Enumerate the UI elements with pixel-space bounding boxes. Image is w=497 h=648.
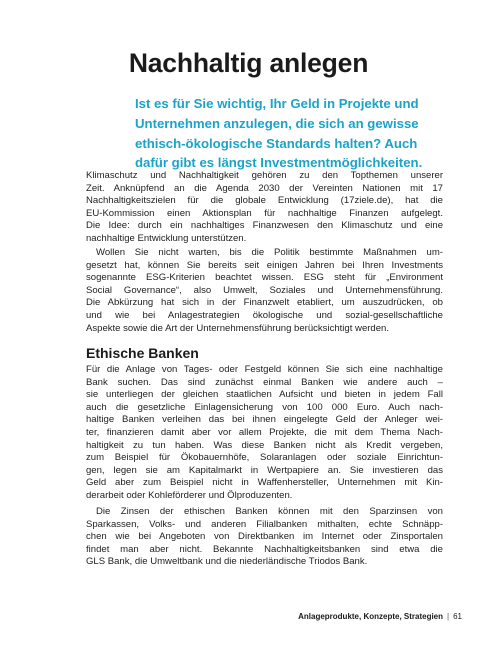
text-line: zum Beispiel für Ökobauernhöfe, Solaranlagen oder soziale Einrichtun- xyxy=(86,452,443,464)
text-line: chen wie bei Angeboten von Direktbanken im Internet oder Zinsportalen xyxy=(86,531,443,543)
text-line: gesetzt hat, können Sie bereits seit einigen Jahren bei Ihren Investments xyxy=(86,259,443,271)
page-footer xyxy=(0,612,462,621)
lead-line: Unternehmen anzulegen, die sich an gewisse xyxy=(135,115,419,131)
body-paragraph-1 xyxy=(86,170,443,246)
text-line: gen, legen sie am Kapitalmarkt in Wertpapiere an. Sie investieren das xyxy=(86,464,443,476)
text-line: Wollen Sie nicht warten, bis die Politik bestimmte Maßnahmen um- xyxy=(96,247,443,258)
text-line: EU-Kommission einen Aktionsplan für nachhaltige Finanzen aufgelegt. xyxy=(86,207,443,219)
text-line: Bank suchen. Das sind zunächst einmal Banken wie andere auch – xyxy=(86,376,443,388)
footer-section-title: Anlageprodukte, Konzepte, Strategien xyxy=(298,612,444,621)
footer-separator: | xyxy=(447,612,450,621)
text-line: haltige Banken verleihen das bei ihnen eingelegte Geld der Anleger wei- xyxy=(86,414,443,426)
lead-line: dafür gibt es längst Investmentmöglichkeiten. xyxy=(135,155,423,171)
lead-paragraph xyxy=(135,94,443,173)
body-paragraph-4 xyxy=(86,506,443,569)
text-line: auch die gesetzliche Einlagensicherung von 100 000 Euro. Auch nach- xyxy=(86,401,443,413)
text-line: findet man aber nicht. Bekannte Nachhaltigkeitsbanken sind etwa die xyxy=(86,543,443,555)
text-line: Die Abkürzung hat sich in der Finanzwelt etabliert, um auszudrücken, ob xyxy=(86,297,443,309)
text-line: derarbeit oder Kohleförderer und Ölproduzenten. xyxy=(86,489,293,501)
text-line: Social Governance“, also Umwelt, Soziales und Unternehmensführung. xyxy=(86,284,443,296)
text-line: sie unterliegen der gleichen staatlichen Aufsicht und bieten in jedem Fall xyxy=(86,389,443,401)
text-line: Zeit. Anknüpfend an die Agenda 2030 der Vereinten Nationen mit 17 xyxy=(86,182,443,194)
page-number: 61 xyxy=(453,612,462,621)
page-title: Nachhaltig anlegen xyxy=(128,48,369,78)
text-line: und wie bei Anlagestrategien ökologische und sozial-gesellschaftliche xyxy=(86,309,443,321)
text-line: Nachhaltigkeitszielen für die globale Entwicklung (17ziele.de), hat die xyxy=(86,195,443,207)
text-line: haltigkeit zu tun haben. Was diese Banken nicht als Kredit vergeben, xyxy=(86,439,443,451)
text-line: nachhaltige Entwicklung unterstützen. xyxy=(86,232,247,244)
body-paragraph-2 xyxy=(86,247,443,335)
text-line: Die Zinsen der ethischen Banken können mit den Sparzinsen von xyxy=(96,506,443,517)
text-line: GLS Bank, die Umweltbank und die niederländische Triodos Bank. xyxy=(86,556,368,568)
lead-line: ethisch-ökologische Standards halten? Auch xyxy=(135,135,418,151)
text-line: Die Idee: durch ein nachhaltiges Finanzwesen den Klimaschutz und eine xyxy=(86,220,443,232)
lead-line: Ist es für Sie wichtig, Ihr Geld in Projekte und xyxy=(135,96,419,111)
text-line: Geld aber zum Beispiel nicht in Waffenhersteller, Unternehmen mit Kin- xyxy=(86,477,443,489)
body-paragraph-3 xyxy=(86,364,443,503)
text-line: Für die Anlage von Tages- oder Festgeld können Sie sich eine nachhaltige xyxy=(86,364,443,375)
section-heading: Ethische Banken xyxy=(86,345,199,361)
text-line: sogenannte ESG-Kriterien beachtet wissen. ESG steht für „Environment xyxy=(86,272,443,284)
text-line: ter, finanzieren damit aber vor allem Projekte, die mit dem Thema Nach- xyxy=(86,426,443,438)
text-line: Sparkassen, Volks- und anderen Filialbanken mithalten, echte Schnäpp- xyxy=(86,518,443,530)
text-line: Aspekte sowie die Art der Unternehmensführung berücksichtigt werden. xyxy=(86,322,390,334)
text-line: Klimaschutz und Nachhaltigkeit gehören zu den Topthemen unserer xyxy=(86,170,443,181)
